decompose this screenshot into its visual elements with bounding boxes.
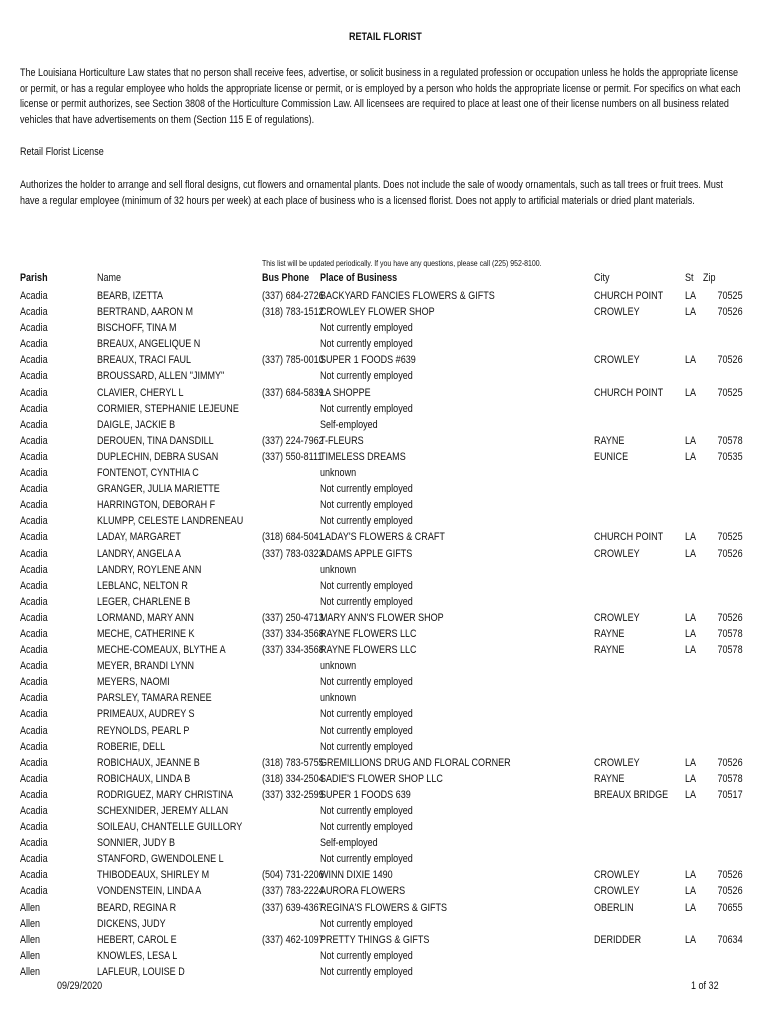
- cell-city: CHURCH POINT: [594, 386, 664, 399]
- cell-parish: Acadia: [20, 708, 48, 721]
- table-row: [0, 481, 770, 497]
- table-row: [0, 835, 770, 851]
- cell-phone: (337) 250-4713: [262, 611, 324, 624]
- cell-name: DEROUEN, TINA DANSDILL: [97, 434, 214, 447]
- cell-city: CROWLEY: [594, 306, 640, 319]
- cell-city: CROWLEY: [594, 869, 640, 882]
- column-header-parish: Parish: [20, 272, 48, 284]
- cell-zip: 70526: [717, 547, 743, 560]
- cell-name: REYNOLDS, PEARL P: [97, 724, 190, 737]
- cell-phone: (337) 783-2224: [262, 885, 324, 898]
- cell-state: LA: [685, 386, 697, 399]
- table-row: [0, 932, 770, 948]
- cell-name: ROBICHAUX, LINDA B: [97, 772, 191, 785]
- cell-phone: (318) 783-1512: [262, 306, 324, 319]
- licensee-table: [0, 288, 770, 980]
- cell-name: SCHEXNIDER, JEREMY ALLAN: [97, 805, 229, 817]
- cell-state: LA: [685, 290, 697, 302]
- cell-place: BACKYARD FANCIES FLOWERS & GIFTS: [320, 290, 495, 302]
- column-header-st: St: [685, 272, 694, 284]
- cell-name: DUPLECHIN, DEBRA SUSAN: [97, 450, 219, 463]
- cell-place: PRETTY THINGS & GIFTS: [320, 933, 430, 946]
- cell-name: CORMIER, STEPHANIE LEJEUNE: [97, 402, 239, 415]
- cell-place: Not currently employed: [320, 499, 413, 512]
- cell-name: BISCHOFF, TINA M: [97, 322, 177, 335]
- cell-parish: Acadia: [20, 531, 48, 544]
- cell-place: AURORA FLOWERS: [320, 885, 406, 898]
- cell-city: CROWLEY: [594, 885, 640, 898]
- table-row: [0, 739, 770, 755]
- cell-name: LANDRY, ROYLENE ANN: [97, 563, 202, 576]
- cell-parish: Acadia: [20, 579, 48, 592]
- table-row: [0, 916, 770, 932]
- cell-name: BEARD, REGINA R: [97, 901, 177, 914]
- cell-state: LA: [685, 869, 697, 882]
- cell-name: DAIGLE, JACKIE B: [97, 418, 176, 431]
- table-row: [0, 417, 770, 433]
- cell-city: BREAUX BRIDGE: [594, 788, 669, 801]
- cell-phone: (504) 731-2206: [262, 869, 324, 882]
- cell-city: EUNICE: [594, 450, 629, 463]
- table-row: [0, 352, 770, 368]
- cell-city: CHURCH POINT: [594, 290, 664, 302]
- cell-city: CROWLEY: [594, 547, 640, 560]
- cell-zip: 70655: [717, 901, 743, 914]
- cell-place: Not currently employed: [320, 338, 413, 351]
- license-description: Authorizes the holder to arrange and sell floral designs, cut flowers and ornamental plants. Does not include the sale of woody ornamentals, such as tall trees or fruit trees. Must have a regular employee (minimum of 32 hours per week) at each place of business who is a licensed florist. Does not apply to artificial materials or dried plant materials.: [20, 179, 723, 207]
- cell-name: SONNIER, JUDY B: [97, 837, 176, 850]
- cell-phone: (337) 550-8111: [262, 450, 323, 463]
- cell-zip: 70517: [717, 788, 743, 801]
- table-row: [0, 336, 770, 352]
- column-header-name: Name: [97, 272, 122, 284]
- cell-phone: (318) 334-2504: [262, 772, 324, 785]
- cell-place: Not currently employed: [320, 370, 413, 383]
- cell-place: Not currently employed: [320, 853, 413, 866]
- cell-place: LA SHOPPE: [320, 386, 371, 399]
- cell-name: THIBODEAUX, SHIRLEY M: [97, 869, 210, 882]
- page-title: RETAIL FLORIST: [348, 31, 422, 43]
- cell-zip: 70526: [717, 306, 743, 319]
- cell-zip: 70525: [717, 386, 743, 399]
- cell-parish: Acadia: [20, 837, 48, 850]
- cell-name: HARRINGTON, DEBORAH F: [97, 499, 216, 512]
- cell-name: LORMAND, MARY ANN: [97, 611, 194, 624]
- cell-parish: Acadia: [20, 290, 48, 302]
- cell-place: Not currently employed: [320, 676, 413, 689]
- cell-parish: Allen: [20, 933, 41, 946]
- cell-parish: Allen: [20, 917, 41, 930]
- cell-state: LA: [685, 434, 697, 447]
- table-row: [0, 497, 770, 513]
- cell-parish: Acadia: [20, 644, 48, 657]
- cell-place: Not currently employed: [320, 483, 413, 496]
- table-row: [0, 771, 770, 787]
- cell-name: STANFORD, GWENDOLENE L: [97, 853, 224, 866]
- cell-parish: Acadia: [20, 740, 48, 753]
- cell-place: RAYNE FLOWERS LLC: [320, 627, 417, 640]
- cell-name: SOILEAU, CHANTELLE GUILLORY: [97, 821, 243, 834]
- cell-parish: Acadia: [20, 853, 48, 866]
- cell-zip: 70535: [717, 450, 743, 463]
- cell-name: MECHE, CATHERINE K: [97, 627, 195, 640]
- table-row: [0, 723, 770, 739]
- cell-place: Not currently employed: [320, 949, 413, 962]
- cell-phone: (337) 684-2726: [262, 290, 324, 302]
- cell-name: ROBERIE, DELL: [97, 740, 166, 753]
- table-row: [0, 787, 770, 803]
- cell-city: DERIDDER: [594, 933, 642, 946]
- table-row: [0, 320, 770, 336]
- column-header-place: Place of Business: [320, 272, 398, 284]
- cell-zip: 70526: [717, 756, 743, 769]
- cell-name: DICKENS, JUDY: [97, 917, 166, 930]
- cell-place: Not currently employed: [320, 821, 413, 834]
- cell-zip: 70578: [717, 434, 743, 447]
- cell-parish: Acadia: [20, 338, 48, 351]
- table-row: [0, 964, 770, 980]
- cell-parish: Acadia: [20, 450, 48, 463]
- table-row: [0, 433, 770, 449]
- cell-place: Not currently employed: [320, 740, 413, 753]
- cell-place: GREMILLIONS DRUG AND FLORAL CORNER: [320, 756, 511, 769]
- cell-place: Not currently employed: [320, 402, 413, 415]
- cell-state: LA: [685, 788, 697, 801]
- table-row: [0, 465, 770, 481]
- cell-parish: Acadia: [20, 547, 48, 560]
- cell-name: KLUMPP, CELESTE LANDRENEAU: [97, 515, 244, 528]
- cell-parish: Acadia: [20, 563, 48, 576]
- cell-place: Not currently employed: [320, 805, 413, 817]
- table-row: [0, 594, 770, 610]
- table-row: [0, 368, 770, 384]
- table-row: [0, 288, 770, 304]
- table-row: [0, 304, 770, 320]
- cell-place: MARY ANN'S FLOWER SHOP: [320, 611, 444, 624]
- cell-state: LA: [685, 611, 697, 624]
- cell-city: CROWLEY: [594, 756, 640, 769]
- cell-name: MEYERS, NAOMI: [97, 676, 170, 689]
- cell-name: FONTENOT, CYNTHIA C: [97, 467, 199, 480]
- cell-city: RAYNE: [594, 627, 625, 640]
- cell-place: Not currently employed: [320, 515, 413, 528]
- table-row: [0, 690, 770, 706]
- cell-parish: Acadia: [20, 692, 48, 705]
- cell-place: T-FLEURS: [320, 434, 364, 447]
- column-header-city: City: [594, 272, 610, 284]
- table-row: [0, 513, 770, 529]
- cell-city: CHURCH POINT: [594, 531, 664, 544]
- cell-place: unknown: [320, 563, 357, 576]
- section-title-link[interactable]: Retail Florist License: [20, 146, 104, 158]
- cell-place: REGINA'S FLOWERS & GIFTS: [320, 901, 448, 914]
- cell-place: Not currently employed: [320, 708, 413, 721]
- update-note: This list will be updated periodically. If you have any questions, please call (225) 952-8100.: [262, 258, 542, 268]
- cell-city: CROWLEY: [594, 611, 640, 624]
- cell-phone: (318) 783-5755: [262, 756, 324, 769]
- cell-name: PARSLEY, TAMARA RENEE: [97, 692, 212, 705]
- cell-state: LA: [685, 306, 697, 319]
- cell-place: RAYNE FLOWERS LLC: [320, 644, 417, 657]
- cell-state: LA: [685, 885, 697, 898]
- cell-name: HEBERT, CAROL E: [97, 933, 177, 946]
- cell-parish: Acadia: [20, 595, 48, 608]
- cell-parish: Allen: [20, 901, 41, 914]
- cell-city: CROWLEY: [594, 354, 640, 367]
- cell-place: SADIE'S FLOWER SHOP LLC: [320, 772, 443, 785]
- cell-state: LA: [685, 531, 697, 544]
- cell-phone: (337) 334-3568: [262, 627, 324, 640]
- cell-phone: (337) 332-2599: [262, 788, 324, 801]
- cell-name: ROBICHAUX, JEANNE B: [97, 756, 200, 769]
- cell-parish: Acadia: [20, 772, 48, 785]
- cell-parish: Acadia: [20, 611, 48, 624]
- table-row: [0, 948, 770, 964]
- cell-name: LAFLEUR, LOUISE D: [97, 965, 185, 978]
- cell-state: LA: [685, 354, 697, 367]
- cell-name: BROUSSARD, ALLEN "JIMMY": [97, 370, 225, 383]
- table-row: [0, 401, 770, 417]
- cell-place: CROWLEY FLOWER SHOP: [320, 306, 435, 319]
- table-row: [0, 449, 770, 465]
- table-row: [0, 900, 770, 916]
- cell-name: BREAUX, TRACI FAUL: [97, 354, 192, 367]
- cell-place: unknown: [320, 660, 357, 673]
- cell-place: ADAMS APPLE GIFTS: [320, 547, 413, 560]
- cell-city: RAYNE: [594, 434, 625, 447]
- table-row: [0, 626, 770, 642]
- cell-parish: Acadia: [20, 676, 48, 689]
- table-row: [0, 578, 770, 594]
- table-row: [0, 674, 770, 690]
- cell-place: WINN DIXIE 1490: [320, 869, 393, 882]
- cell-name: LADAY, MARGARET: [97, 531, 181, 544]
- cell-zip: 70526: [717, 354, 743, 367]
- cell-name: LANDRY, ANGELA A: [97, 547, 181, 560]
- cell-name: VONDENSTEIN, LINDA A: [97, 885, 202, 898]
- table-row: [0, 819, 770, 835]
- table-row: [0, 546, 770, 562]
- cell-parish: Acadia: [20, 756, 48, 769]
- cell-state: LA: [685, 644, 697, 657]
- table-row: [0, 610, 770, 626]
- cell-name: RODRIGUEZ, MARY CHRISTINA: [97, 788, 233, 801]
- cell-phone: (337) 785-0010: [262, 354, 324, 367]
- cell-parish: Acadia: [20, 467, 48, 480]
- table-row: [0, 562, 770, 578]
- table-row: [0, 658, 770, 674]
- cell-parish: Acadia: [20, 885, 48, 898]
- cell-phone: (337) 462-1097: [262, 933, 324, 946]
- cell-state: LA: [685, 627, 697, 640]
- footer-page-number: 1 of 32: [691, 980, 719, 992]
- cell-parish: Acadia: [20, 724, 48, 737]
- cell-zip: 70525: [717, 531, 743, 544]
- cell-phone: (337) 783-0323: [262, 547, 324, 560]
- cell-state: LA: [685, 450, 697, 463]
- cell-state: LA: [685, 772, 697, 785]
- cell-phone: (318) 684-5041: [262, 531, 324, 544]
- cell-zip: 70525: [717, 290, 743, 302]
- table-row: [0, 706, 770, 722]
- cell-place: TIMELESS DREAMS: [320, 450, 406, 463]
- intro-paragraph: The Louisiana Horticulture Law states that no person shall receive fees, advertise, or solicit business in a regulated profession or occupation unless he holds the appropriate license or permit, or has a regular employee who holds the appropriate license or permit, or is employed by a person who holds the appropriate license or permit. For specifics on what each license or permit authorizes, see Section 3808 of the Horticulture Commission Law. All licensees are required to place at least one of their license numbers on all business related vehicles that have advertisements on them (Section 115 E of regulations).: [20, 67, 741, 126]
- cell-parish: Allen: [20, 949, 41, 962]
- cell-place: Not currently employed: [320, 322, 413, 335]
- cell-parish: Acadia: [20, 515, 48, 528]
- cell-parish: Acadia: [20, 805, 48, 817]
- cell-state: LA: [685, 933, 697, 946]
- cell-parish: Acadia: [20, 402, 48, 415]
- cell-place: Not currently employed: [320, 917, 413, 930]
- cell-state: LA: [685, 547, 697, 560]
- cell-parish: Acadia: [20, 869, 48, 882]
- cell-parish: Acadia: [20, 306, 48, 319]
- cell-parish: Acadia: [20, 386, 48, 399]
- cell-state: LA: [685, 756, 697, 769]
- cell-parish: Acadia: [20, 418, 48, 431]
- cell-phone: (337) 684-5839: [262, 386, 324, 399]
- cell-parish: Acadia: [20, 627, 48, 640]
- table-row: [0, 755, 770, 771]
- cell-place: Not currently employed: [320, 724, 413, 737]
- column-header-phone: Bus Phone: [262, 272, 310, 284]
- cell-zip: 70634: [717, 933, 743, 946]
- cell-zip: 70578: [717, 772, 743, 785]
- table-row: [0, 803, 770, 819]
- cell-parish: Acadia: [20, 322, 48, 335]
- cell-place: Self-employed: [320, 837, 378, 850]
- cell-parish: Acadia: [20, 370, 48, 383]
- cell-parish: Acadia: [20, 821, 48, 834]
- cell-zip: 70526: [717, 885, 743, 898]
- cell-parish: Acadia: [20, 499, 48, 512]
- cell-place: unknown: [320, 467, 357, 480]
- cell-phone: (337) 639-4367: [262, 901, 324, 914]
- cell-name: BREAUX, ANGELIQUE N: [97, 338, 201, 351]
- cell-zip: 70526: [717, 869, 743, 882]
- cell-zip: 70578: [717, 644, 743, 657]
- cell-place: Not currently employed: [320, 579, 413, 592]
- cell-place: Self-employed: [320, 418, 378, 431]
- table-row: [0, 867, 770, 883]
- cell-name: MECHE-COMEAUX, BLYTHE A: [97, 644, 226, 657]
- column-header-zip: Zip: [703, 272, 716, 284]
- cell-place: SUPER 1 FOODS #639: [320, 354, 416, 367]
- table-row: [0, 851, 770, 867]
- cell-parish: Allen: [20, 965, 41, 978]
- cell-parish: Acadia: [20, 434, 48, 447]
- cell-city: OBERLIN: [594, 901, 634, 914]
- cell-name: LEGER, CHARLENE B: [97, 595, 191, 608]
- footer-date: 09/29/2020: [57, 980, 103, 992]
- cell-name: BERTRAND, AARON M: [97, 306, 194, 319]
- cell-city: RAYNE: [594, 772, 625, 785]
- cell-phone: (337) 224-7962: [262, 434, 324, 447]
- cell-name: LEBLANC, NELTON R: [97, 579, 188, 592]
- cell-name: MEYER, BRANDI LYNN: [97, 660, 195, 673]
- cell-parish: Acadia: [20, 354, 48, 367]
- table-row: [0, 642, 770, 658]
- cell-place: unknown: [320, 692, 357, 705]
- cell-city: RAYNE: [594, 644, 625, 657]
- cell-zip: 70526: [717, 611, 743, 624]
- cell-place: SUPER 1 FOODS 639: [320, 788, 411, 801]
- cell-parish: Acadia: [20, 660, 48, 673]
- cell-parish: Acadia: [20, 483, 48, 496]
- cell-parish: Acadia: [20, 788, 48, 801]
- cell-name: GRANGER, JULIA MARIETTE: [97, 483, 220, 496]
- cell-name: PRIMEAUX, AUDREY S: [97, 708, 195, 721]
- table-row: [0, 883, 770, 899]
- table-row: [0, 385, 770, 401]
- cell-name: BEARB, IZETTA: [97, 290, 163, 302]
- cell-phone: (337) 334-3568: [262, 644, 324, 657]
- cell-name: CLAVIER, CHERYL L: [97, 386, 184, 399]
- table-row: [0, 529, 770, 545]
- cell-zip: 70578: [717, 627, 743, 640]
- cell-place: LADAY'S FLOWERS & CRAFT: [320, 531, 445, 544]
- cell-state: LA: [685, 901, 697, 914]
- cell-place: Not currently employed: [320, 595, 413, 608]
- cell-place: Not currently employed: [320, 965, 413, 978]
- cell-name: KNOWLES, LESA L: [97, 949, 178, 962]
